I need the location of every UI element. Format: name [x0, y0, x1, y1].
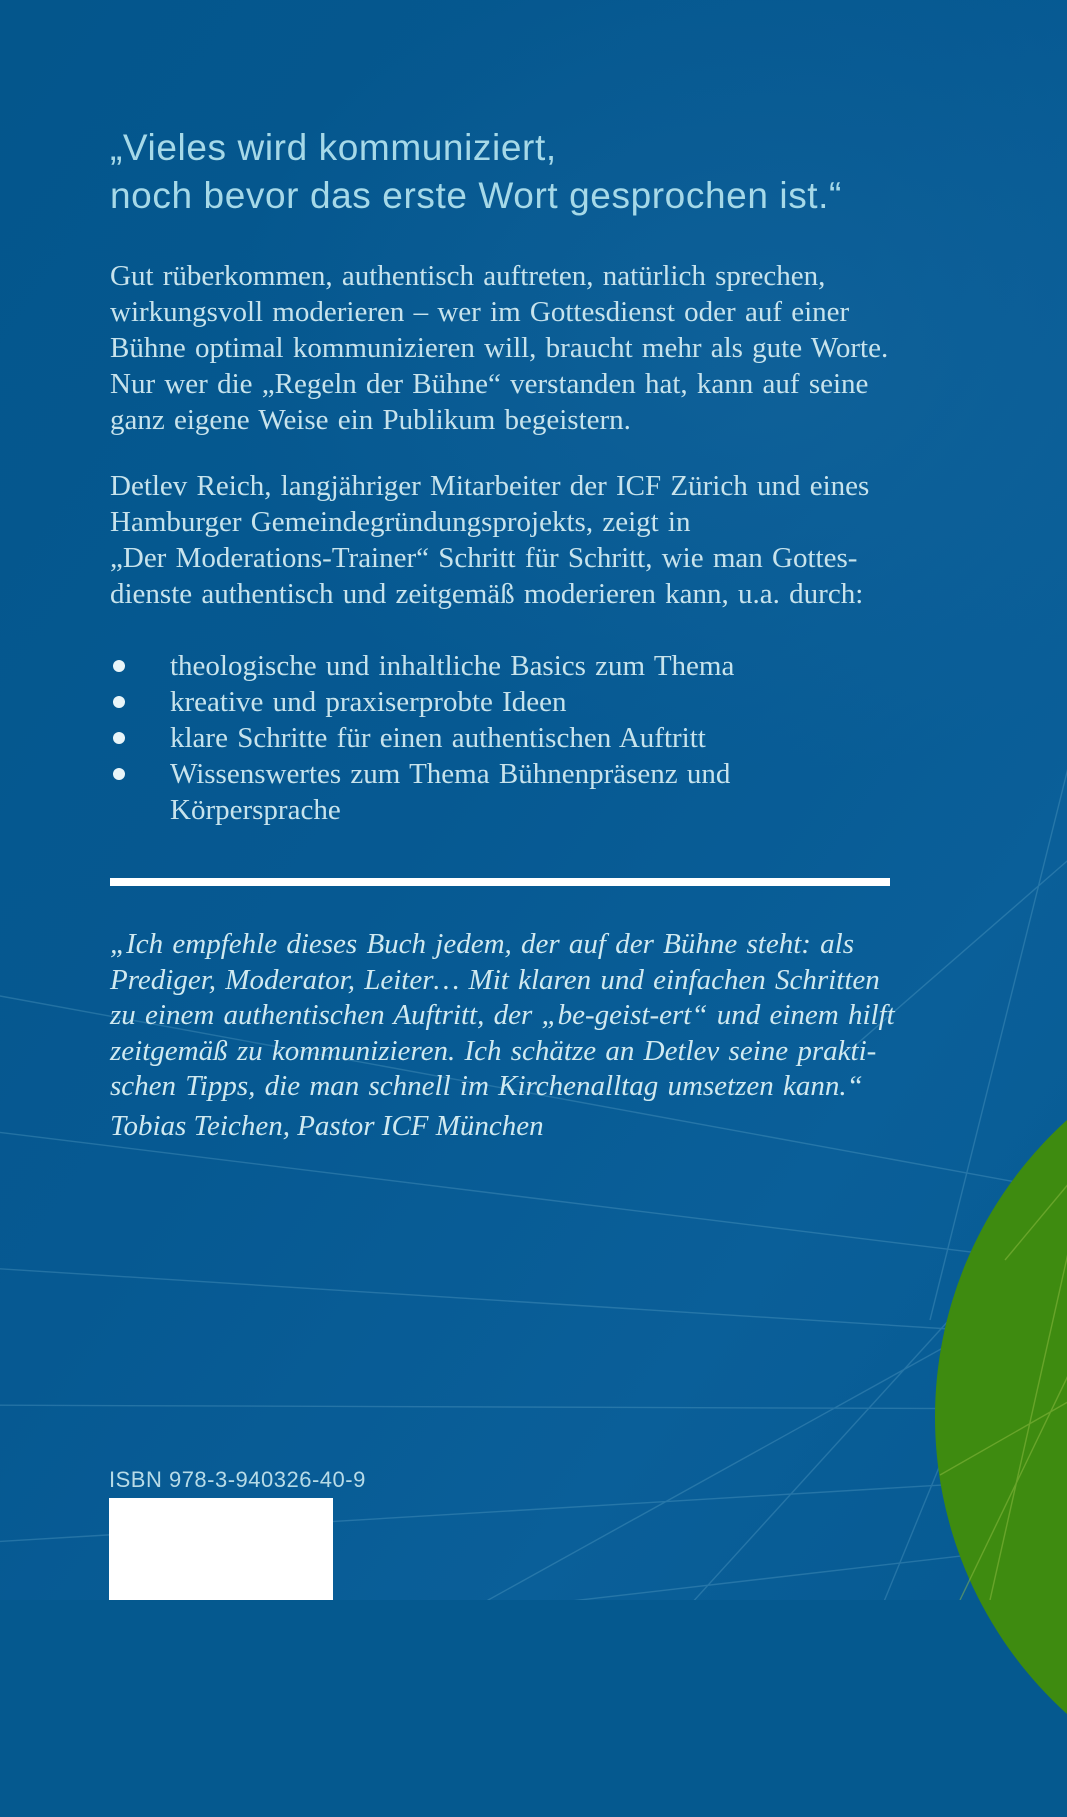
bullet-item: [110, 684, 920, 720]
bullet-item: [110, 648, 920, 684]
author-paragraph: [110, 468, 920, 612]
bullet-dot-icon: [113, 696, 125, 708]
headline-quote: [110, 124, 842, 220]
bullet-text: kreative und praxiserprobte Ideen: [170, 686, 567, 718]
bullet-text: Wissenswertes zum Thema Bühnenpräsenz und: [170, 758, 731, 790]
green-circle-decoration: [935, 1017, 1067, 1817]
bullet-dot-icon: [113, 660, 125, 672]
testimonial-line: Prediger, Moderator, Leiter… Mit klaren und einfachen Schritten: [110, 963, 880, 996]
testimonial-line: schen Tipps, die man schnell im Kirchenalltag umsetzen kann.“: [110, 1070, 863, 1102]
paragraph-line: Nur wer die „Regeln der Bühne“ verstanden hat, kann auf seine: [110, 368, 869, 400]
paragraph-line: Bühne optimal kommunizieren will, braucht mehr als gute Worte.: [110, 332, 889, 364]
isbn-label: ISBN 978-3-940326-40-9: [109, 1467, 366, 1492]
paragraph-line: Hamburger Gemeindegründungsprojekts, zeigt in: [110, 506, 691, 538]
bullet-list: [110, 648, 920, 828]
testimonial-line: zeitgemäß zu kommunizieren. Ich schätze an Detlev seine prakti-: [110, 1034, 877, 1067]
bullet-item: [110, 720, 920, 756]
testimonial-quote: [110, 927, 940, 1105]
paragraph-line: wirkungsvoll moderieren – wer im Gottesdienst oder auf einer: [110, 296, 850, 328]
bullet-text: Körpersprache: [170, 794, 341, 826]
paragraph-line: dienste authentisch und zeitgemäß moderieren kann, u.a. durch:: [110, 578, 864, 610]
paragraph-line: Detlev Reich, langjähriger Mitarbeiter der ICF Zürich und eines: [110, 470, 870, 502]
paragraph-line: ganz eigene Weise ein Publikum begeistern.: [110, 404, 631, 436]
bullet-dot-icon: [113, 732, 125, 744]
testimonial-line: zu einem authentischen Auftritt, der „be-geist-ert“ und einem hilft: [110, 999, 895, 1031]
bullet-text: klare Schritte für einen authentischen Auftritt: [170, 722, 706, 754]
barcode-placeholder: [109, 1498, 333, 1600]
divider-rule: [110, 878, 890, 886]
testimonial-line: „Ich empfehle dieses Buch jedem, der auf der Bühne steht: als: [110, 928, 855, 960]
testimonial-attribution: Tobias Teichen, Pastor ICF München: [110, 1110, 544, 1142]
headline-line: noch bevor das erste Wort gesprochen ist.“: [110, 175, 842, 216]
bullet-item: [110, 756, 920, 828]
intro-paragraph: [110, 258, 920, 438]
headline-line: „Vieles wird kommuniziert,: [110, 127, 557, 168]
bullet-dot-icon: [113, 768, 125, 780]
paragraph-line: „Der Moderations-Trainer“ Schritt für Schritt, wie man Gottes-: [110, 542, 858, 574]
bullet-text: theologische und inhaltliche Basics zum Thema: [170, 650, 735, 682]
paragraph-line: Gut rüberkommen, authentisch auftreten, natürlich sprechen,: [110, 260, 826, 292]
